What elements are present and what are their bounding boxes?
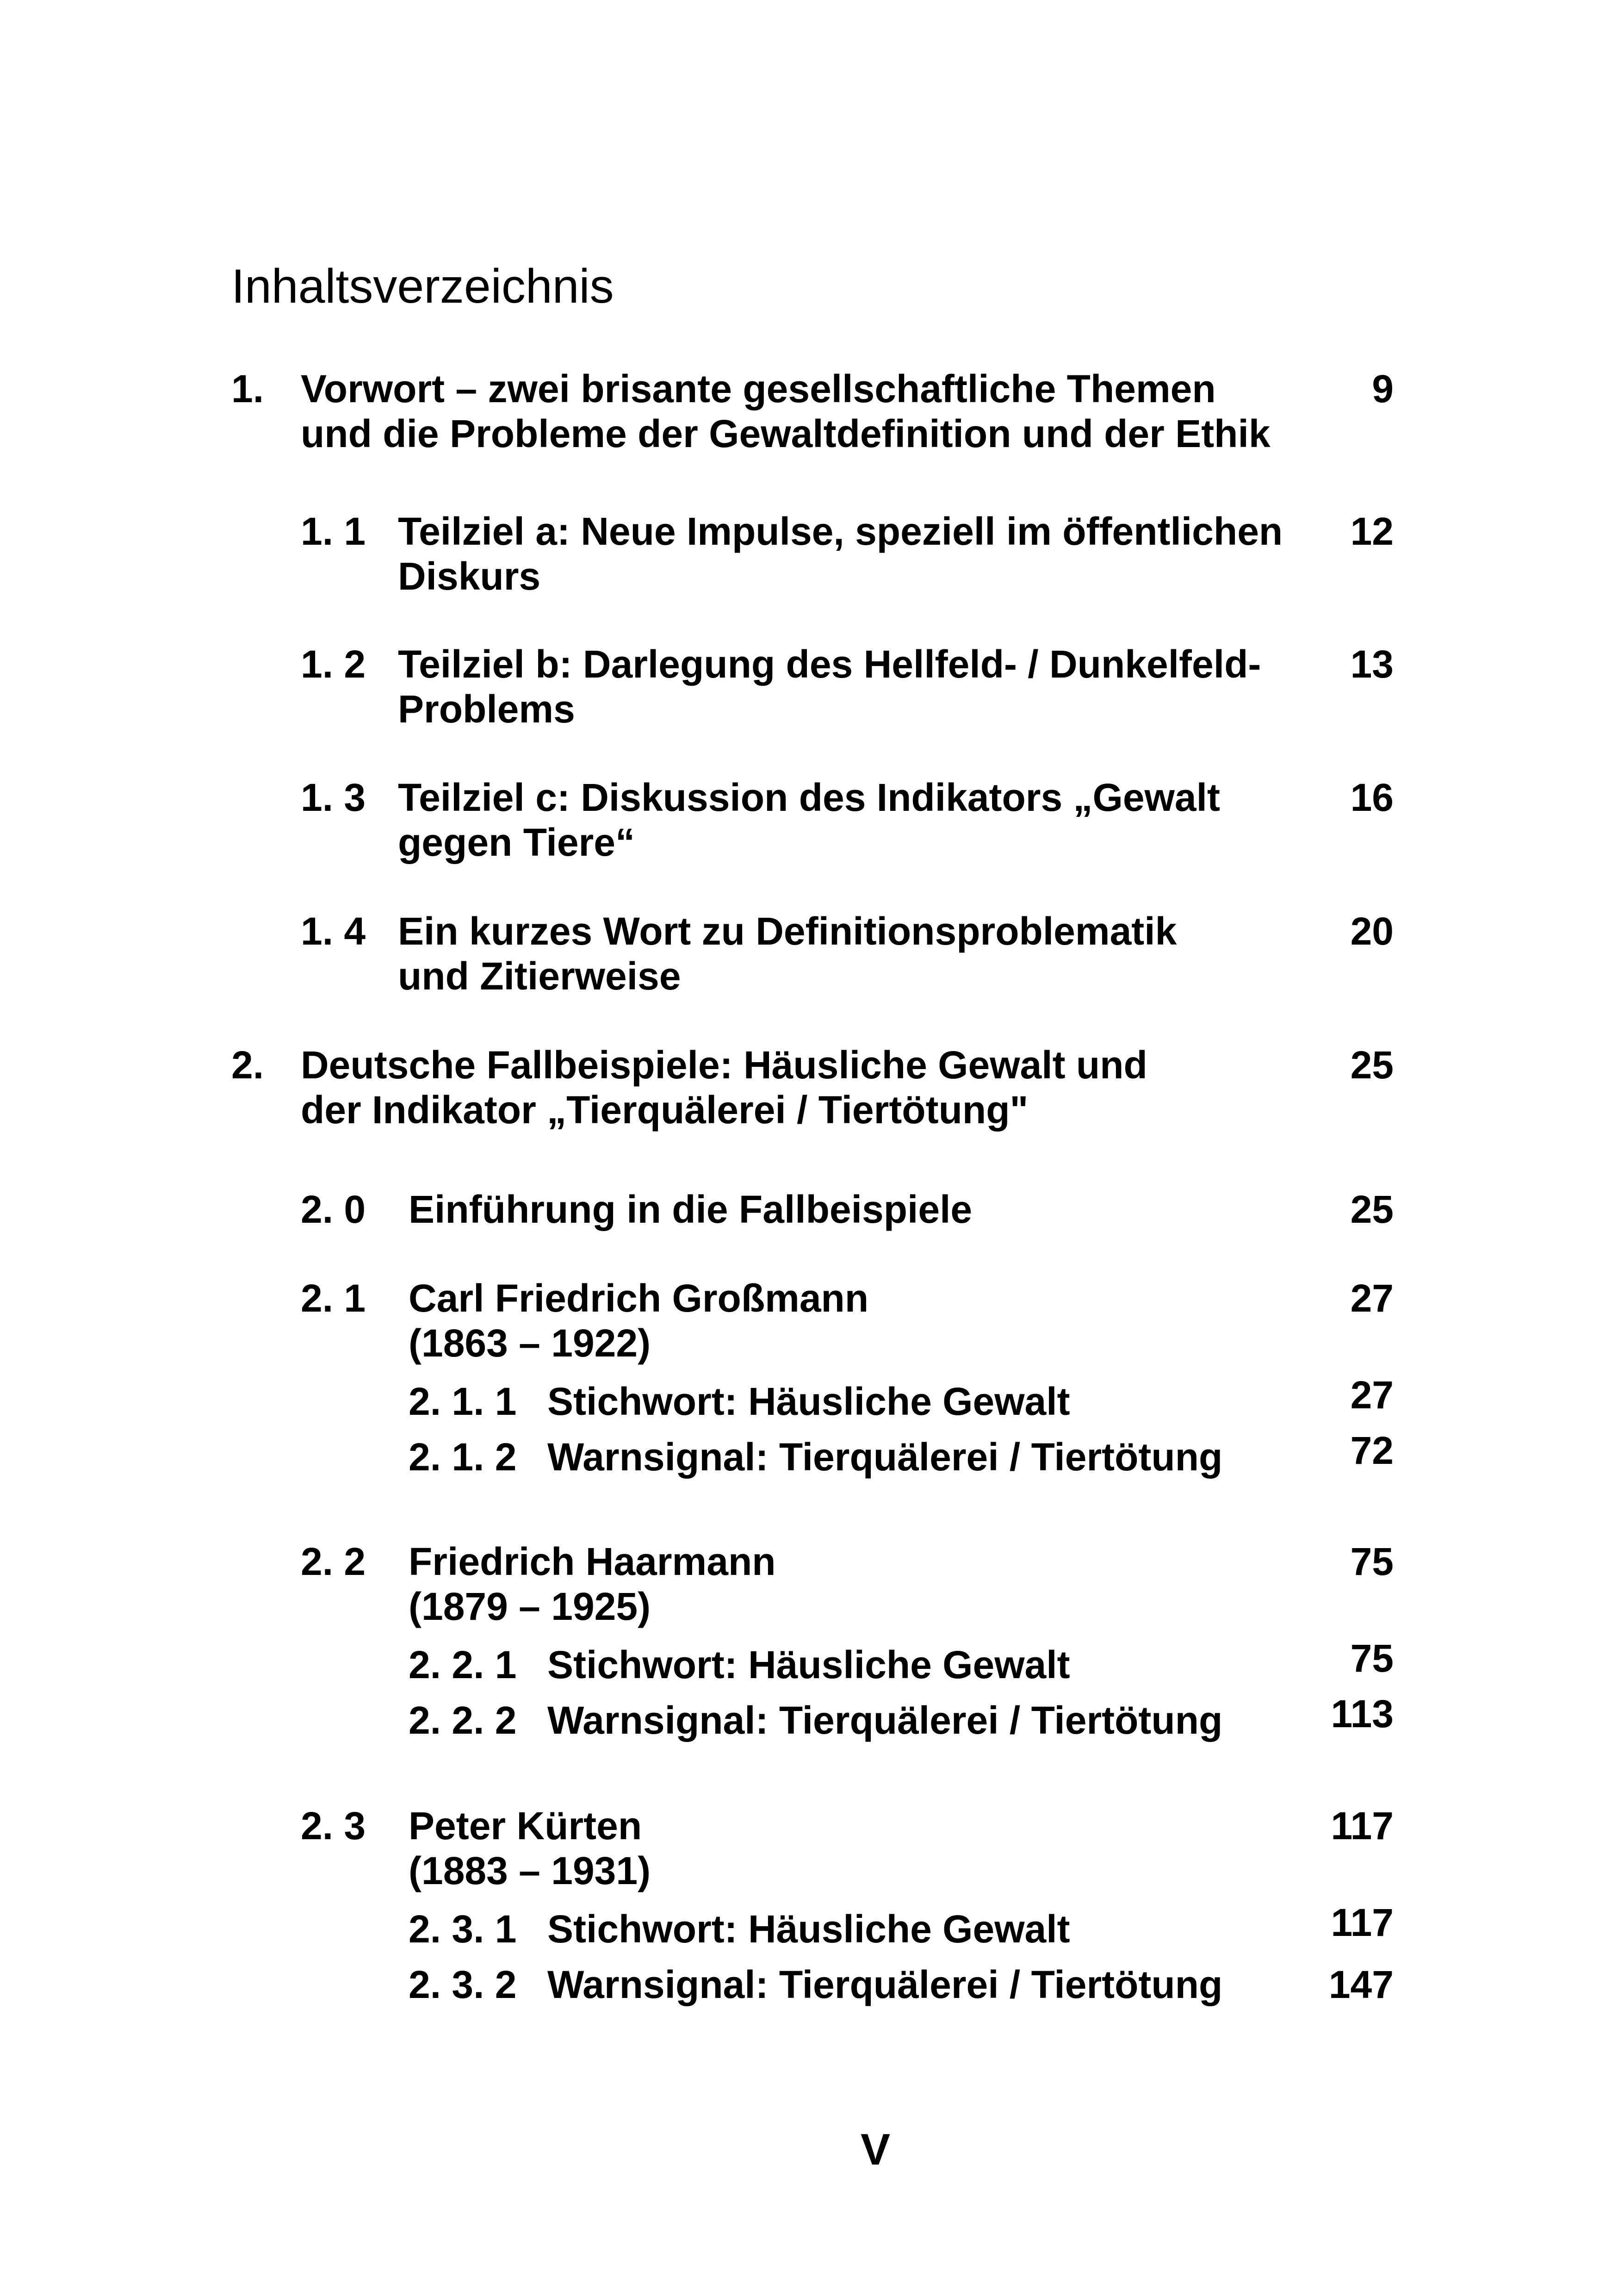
toc-entry-number: 1. <box>231 367 264 411</box>
toc-entry-title-line: Teilziel c: Diskussion des Indikators „Gewalt <box>398 776 1220 819</box>
toc-page-number: 75 <box>1350 1540 1394 1583</box>
toc-entry-number: 2. 2 <box>301 1540 366 1583</box>
toc-entry-number: 1. 4 <box>301 909 366 953</box>
toc-entry-title-line: Friedrich Haarmann <box>409 1540 776 1583</box>
toc-page-number: 72 <box>1350 1429 1394 1472</box>
toc-page-number: 27 <box>1350 1373 1394 1417</box>
toc-entry-number: 1. 3 <box>301 776 366 819</box>
page-folio: V <box>861 2125 891 2174</box>
toc-entry-title-line: (1879 – 1925) <box>409 1585 651 1628</box>
toc-entry-title-line: der Indikator „Tierquälerei / Tiertötung" <box>301 1088 1029 1132</box>
toc-page-number: 20 <box>1350 909 1394 953</box>
toc-entry-number: 1. 1 <box>301 510 366 553</box>
toc-page-number: 75 <box>1350 1636 1394 1680</box>
toc-page-number: 113 <box>1331 1692 1394 1736</box>
toc-entry-title-line: Deutsche Fallbeispiele: Häusliche Gewalt und <box>301 1043 1147 1087</box>
toc-entry-number: 2. 1 <box>301 1276 366 1320</box>
toc-entry-number: 2. 3 <box>301 1804 366 1848</box>
toc-entry-title-line: (1883 – 1931) <box>409 1849 651 1892</box>
toc-page-number: 13 <box>1350 642 1394 686</box>
toc-entry-number: 2. 3. 2 <box>409 1963 517 2006</box>
toc-entry-number: 2. 1. 1 <box>409 1380 517 1423</box>
toc-page-number: 27 <box>1350 1276 1394 1320</box>
toc-entry-title-line: und Zitierweise <box>398 954 681 998</box>
toc-entry-number: 2. 0 <box>301 1188 366 1231</box>
toc-entry-number: 2. <box>231 1043 264 1087</box>
toc-entry-number: 1. 2 <box>301 642 366 686</box>
toc-entry-number: 2. 2. 1 <box>409 1643 517 1686</box>
toc-heading: Inhaltsverzeichnis <box>231 260 614 313</box>
toc-entry-title-line: Teilziel a: Neue Impulse, speziell im öffentlichen <box>398 510 1283 553</box>
toc-entry-number: 2. 1. 2 <box>409 1435 517 1479</box>
toc-entry-title-line: Diskurs <box>398 554 541 598</box>
toc-entry-title-line: Stichwort: Häusliche Gewalt <box>547 1643 1070 1686</box>
toc-entry-title-line: Einführung in die Fallbeispiele <box>409 1188 973 1231</box>
toc-page-number: 25 <box>1350 1043 1394 1087</box>
toc-entry-number: 2. 2. 2 <box>409 1699 517 1742</box>
toc-entry-title-line: Stichwort: Häusliche Gewalt <box>547 1907 1070 1951</box>
toc-entry-title-line: Warnsignal: Tierquälerei / Tiertötung <box>547 1963 1223 2006</box>
toc-entry-title-line: Problems <box>398 687 575 731</box>
toc-entry-title-line: und die Probleme der Gewaltdefinition und der Ethik <box>301 412 1271 455</box>
toc-page-number: 9 <box>1372 367 1394 411</box>
toc-entry-number: 2. 3. 1 <box>409 1907 517 1951</box>
toc-entry-title-line: Warnsignal: Tierquälerei / Tiertötung <box>547 1699 1223 1742</box>
toc-page-number: 147 <box>1328 1963 1394 2006</box>
toc-entry-title-line: Peter Kürten <box>409 1804 642 1848</box>
toc-entry-title-line: Warnsignal: Tierquälerei / Tiertötung <box>547 1435 1223 1479</box>
toc-page-number: 25 <box>1350 1188 1394 1231</box>
toc-entry-title-line: gegen Tiere“ <box>398 821 635 864</box>
toc-entry-title-line: Teilziel b: Darlegung des Hellfeld- / Dunkelfeld- <box>398 642 1261 686</box>
toc-page-number: 16 <box>1350 776 1394 819</box>
toc-entry-title-line: Stichwort: Häusliche Gewalt <box>547 1380 1070 1423</box>
toc-entry-title-line: Vorwort – zwei brisante gesellschaftliche Themen <box>301 367 1216 411</box>
toc-page-number: 117 <box>1331 1804 1394 1848</box>
toc-page-number: 117 <box>1331 1901 1394 1944</box>
toc-entry-title-line: Ein kurzes Wort zu Definitionsproblematik <box>398 909 1177 953</box>
toc-page-number: 12 <box>1350 510 1394 553</box>
toc-entry-title-line: (1863 – 1922) <box>409 1321 651 1365</box>
toc-entry-title-line: Carl Friedrich Großmann <box>409 1276 869 1320</box>
